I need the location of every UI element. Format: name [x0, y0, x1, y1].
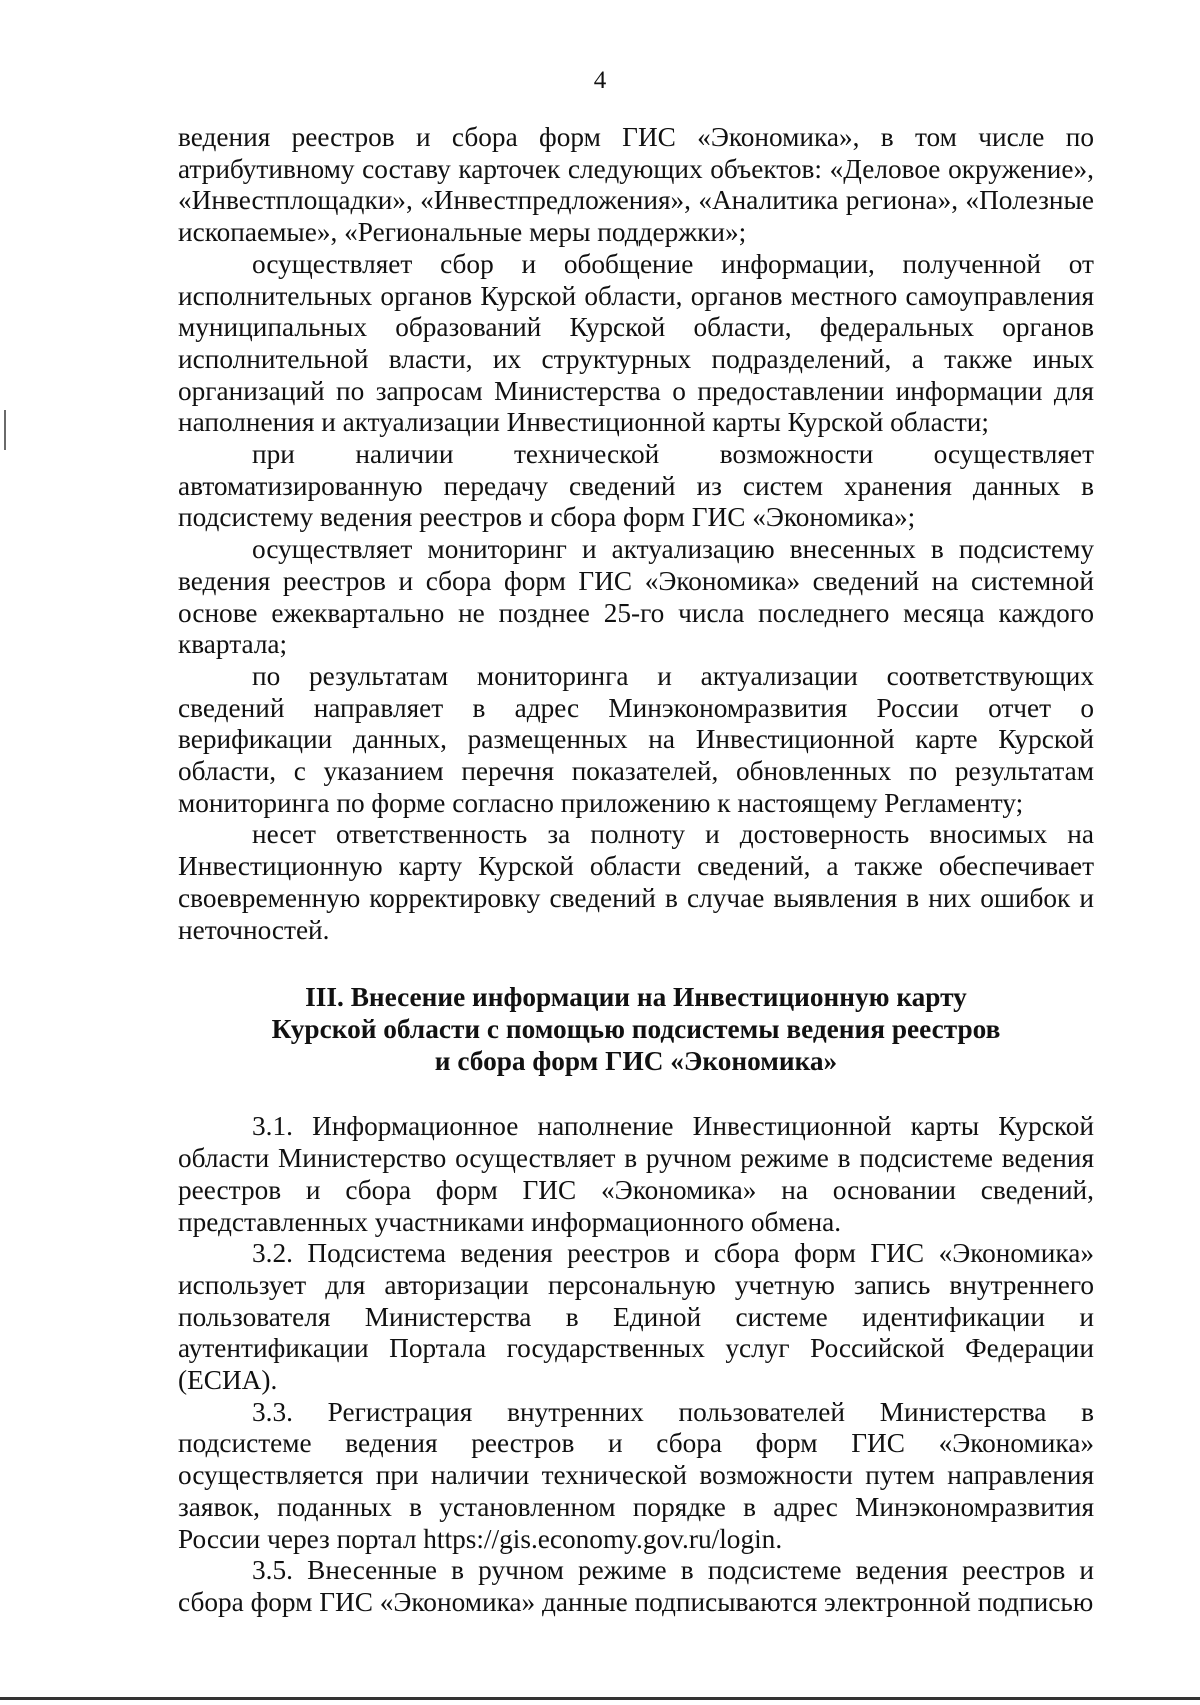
document-body: [178, 122, 1094, 1619]
section-heading: [178, 982, 1094, 1077]
paragraph-top-3: при наличии технической возможности осуществляет автоматизированную передачу сведений из систем хранения данных в подсистему ведения реестров и сбора форм ГИС «Экономика»;: [178, 439, 1094, 533]
paragraph-top-1: ведения реестров и сбора форм ГИС «Экономика», в том числе по атрибутивному составу карточек следующих объектов: «Деловое окружение», «Инвестплощадки», «Инвестпредложения», «Аналитика региона», «Полезные ископаемые», «Региональные меры поддержки»;: [178, 122, 1094, 248]
section-heading-line-2: Курской области с помощью подсистемы ведения реестров: [271, 1013, 1001, 1044]
paragraph-3-3: 3.3. Регистрация внутренних пользователей Министерства в подсистеме ведения реестров и сбора форм ГИС «Экономика» осуществляется при наличии технической возможности путем направления заявок, поданных в установленном порядке в адрес Минэкономразвития России через портал https://gis.economy.gov.ru/login.: [178, 1396, 1094, 1554]
section-heading-line-3: и сбора форм ГИС «Экономика»: [434, 1045, 838, 1076]
section-heading-line-1: III. Внесение информации на Инвестиционную карту: [305, 982, 967, 1013]
paragraph-top-6: несет ответственность за полноту и достоверность вносимых на Инвестиционную карту Курской области сведений, а также обеспечивает своевременную корректировку сведений в случае выявления в них ошибок и неточностей.: [178, 819, 1094, 945]
paragraph-top-2: осуществляет сбор и обобщение информации, полученной от исполнительных органов Курской области, органов местного самоуправления муниципальных образований Курской области, федеральных органов исполнительной власти, их структурных подразделений, а также иных организаций по запросам Министерства о предоставлении информации для наполнения и актуализации Инвестиционной карты Курской области;: [178, 248, 1094, 438]
scan-bottom-edge: [0, 1697, 1200, 1700]
paragraph-top-4: осуществляет мониторинг и актуализацию внесенных в подсистему ведения реестров и сбора форм ГИС «Экономика» сведений на системной основе ежеквартально не позднее 25-го числа последнего месяца каждого квартала;: [178, 534, 1094, 660]
scan-margin-mark: [4, 410, 6, 450]
paragraph-3-5: 3.5. Внесенные в ручном режиме в подсистеме ведения реестров и сбора форм ГИС «Экономика» данные подписываются электронной подписью: [178, 1555, 1094, 1617]
paragraph-3-1: 3.1. Информационное наполнение Инвестиционной карты Курской области Министерство осуществляет в ручном режиме в подсистеме ведения реестров и сбора форм ГИС «Экономика» на основании сведений, представленных участниками информационного обмена.: [178, 1111, 1094, 1237]
paragraph-top-5: по результатам мониторинга и актуализации соответствующих сведений направляет в адрес Минэкономразвития России отчет о верификации данных, размещенных на Инвестиционной карте Курской области, с указанием перечня показателей, обновленных по результатам мониторинга по форме согласно приложению к настоящему Регламенту;: [178, 660, 1094, 818]
page-number: 4: [593, 67, 607, 94]
paragraph-3-2: 3.2. Подсистема ведения реестров и сбора форм ГИС «Экономика» использует для авторизации персональную учетную запись внутреннего пользователя Министерства в Единой системе идентификации и аутентификации Портала государственных услуг Российской Федерации (ЕСИА).: [178, 1238, 1094, 1396]
